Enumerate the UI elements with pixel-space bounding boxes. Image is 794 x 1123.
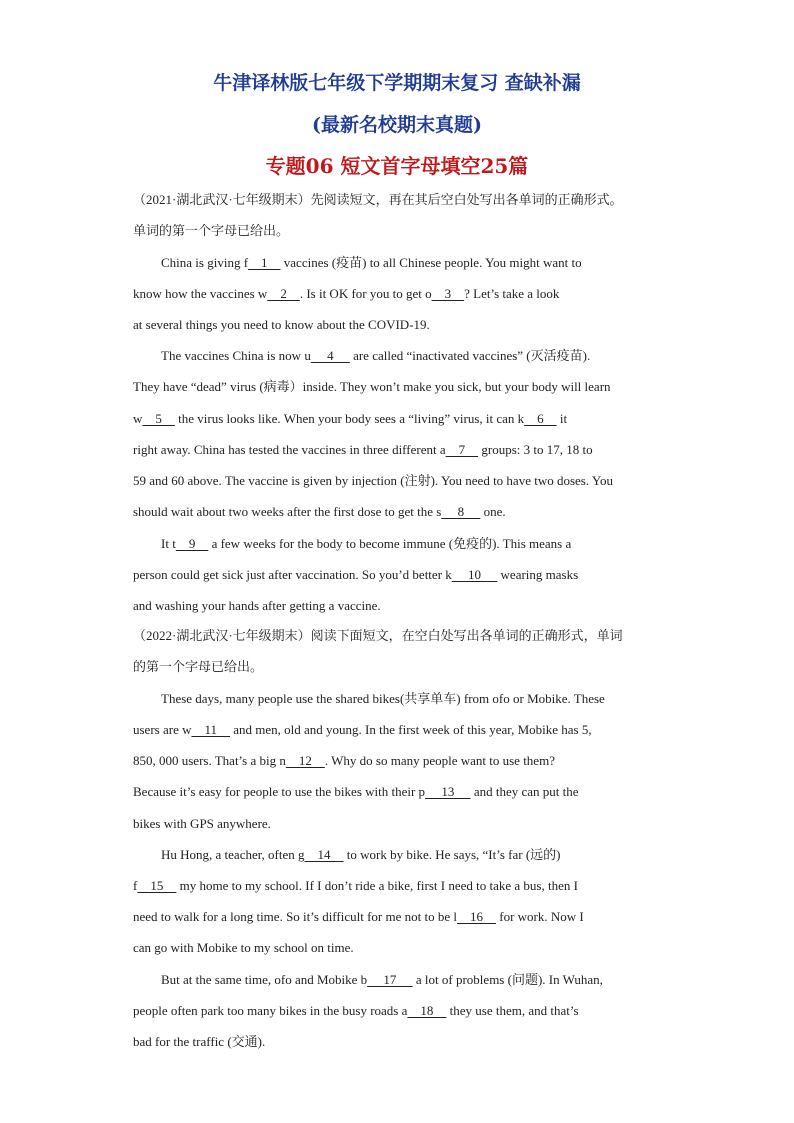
- passage-line: [133, 1033, 673, 1051]
- passage-text: for work. Now I: [495, 909, 584, 924]
- passage-text: the virus looks like. When your body sees a “living” virus, it can k: [174, 411, 525, 426]
- answer-blank[interactable]: 17: [367, 972, 413, 987]
- passage-line: [161, 690, 701, 708]
- section1-instruction: 单词的第一个字母已给出。: [133, 223, 290, 238]
- passage-text: They have “dead” virus (病毒）inside. They won’t make you sick, but your body will learn: [133, 379, 611, 394]
- document-subtitle: (最新名校期末真题): [312, 114, 482, 136]
- passage-text: It t: [161, 536, 176, 551]
- passage-text: wearing masks: [497, 567, 579, 582]
- passage-text: users are w: [133, 722, 192, 737]
- passage-text: should wait about two weeks after the first dose to get the s: [133, 504, 442, 519]
- section1-instruction: （2021·湖北武汉·七年级期末）先阅读短文，再在其后空白处写出各单词的正确形式。: [133, 192, 623, 207]
- passage-text: These days, many people use the shared bikes(共享单车) from ofo or Mobike. These: [161, 691, 605, 706]
- passage-text: Because it’s easy for people to use the bikes with their p: [133, 784, 426, 799]
- passage-text: f: [133, 878, 138, 893]
- answer-blank[interactable]: 18: [407, 1003, 447, 1018]
- passage-text: people often park too many bikes in the busy roads a: [133, 1003, 408, 1018]
- passage-line: [133, 721, 673, 739]
- passage-line: [133, 410, 673, 428]
- answer-blank[interactable]: 7: [445, 442, 479, 457]
- passage-line: [161, 846, 701, 864]
- passage-text: groups: 3 to 17, 18 to: [478, 442, 593, 457]
- passage-line: [133, 285, 673, 303]
- passage-line: [133, 566, 673, 584]
- answer-blank[interactable]: 4: [310, 348, 350, 363]
- passage-line: [161, 347, 701, 365]
- passage-text: a lot of problems (问题). In Wuhan,: [412, 972, 603, 987]
- passage-text: need to walk for a long time. So it’s difficult for me not to be l: [133, 909, 457, 924]
- document-title: 牛津译林版七年级下学期期末复习 查缺补漏: [213, 72, 581, 94]
- answer-blank[interactable]: 9: [175, 536, 209, 551]
- passage-text: a few weeks for the body to become immune (免疫的). This means a: [208, 536, 572, 551]
- passage-text: one.: [480, 504, 506, 519]
- passage-line: [133, 597, 673, 615]
- passage-text: . Why do so many people want to use them?: [324, 753, 555, 768]
- answer-blank[interactable]: 6: [524, 411, 557, 426]
- passage-text: vaccines (疫苗) to all Chinese people. You might want to: [280, 255, 582, 270]
- passage-text: But at the same time, ofo and Mobike b: [161, 972, 368, 987]
- passage-line: [133, 815, 673, 833]
- passage-text: and men, old and young. In the first week of this year, Mobike has 5,: [230, 722, 592, 737]
- answer-blank[interactable]: 11: [191, 722, 231, 737]
- topic-title: 专题06 短文首字母填空25篇: [265, 154, 529, 178]
- passage-line: [161, 535, 701, 553]
- answer-blank[interactable]: 8: [441, 504, 481, 519]
- passage-text: to work by bike. He says, “It’s far (远的): [343, 847, 561, 862]
- passage-line: [133, 939, 673, 957]
- answer-blank[interactable]: 14: [304, 847, 344, 862]
- passage-text: and washing your hands after getting a vaccine.: [133, 598, 381, 613]
- answer-blank[interactable]: 13: [425, 784, 471, 799]
- answer-blank[interactable]: 2: [267, 286, 300, 301]
- passage-text: are called “inactivated vaccines” (灭活疫苗).: [349, 348, 591, 363]
- passage-text: know how the vaccines w: [133, 286, 268, 301]
- passage-line: [133, 378, 673, 396]
- section2-instruction: 的第一个字母已给出。: [133, 659, 264, 674]
- passage-text: The vaccines China is now u: [161, 348, 311, 363]
- passage-text: and they can put the: [470, 784, 579, 799]
- passage-line: [133, 783, 673, 801]
- passage-text: bikes with GPS anywhere.: [133, 816, 271, 831]
- passage-line: [133, 752, 673, 770]
- passage-text: China is giving f: [161, 255, 249, 270]
- passage-text: they use them, and that’s: [446, 1003, 579, 1018]
- passage-text: bad for the traffic (交通).: [133, 1034, 266, 1049]
- passage-line: [161, 254, 701, 272]
- answer-blank[interactable]: 5: [142, 411, 175, 426]
- passage-text: my home to my school. If I don’t ride a bike, first I need to take a bus, then I: [176, 878, 578, 893]
- passage-text: 850, 000 users. That’s a big n: [133, 753, 286, 768]
- answer-blank[interactable]: 10: [451, 567, 498, 582]
- passage-text: ? Let’s take a look: [464, 286, 560, 301]
- passage-text: can go with Mobike to my school on time.: [133, 940, 354, 955]
- passage-text: w: [133, 411, 143, 426]
- passage-text: person could get sick just after vaccination. So you’d better k: [133, 567, 452, 582]
- answer-blank[interactable]: 1: [248, 255, 281, 270]
- passage-line: [133, 1002, 673, 1020]
- passage-line: [133, 503, 673, 521]
- answer-blank[interactable]: 12: [285, 753, 325, 768]
- answer-blank[interactable]: 16: [456, 909, 496, 924]
- passage-text: right away. China has tested the vaccines in three different a: [133, 442, 446, 457]
- passage-text: at several things you need to know about the COVID-19.: [133, 317, 430, 332]
- passage-line: [133, 316, 673, 334]
- passage-line: [133, 877, 673, 895]
- answer-blank[interactable]: 15: [137, 878, 177, 893]
- passage-text: it: [556, 411, 568, 426]
- passage-text: Hu Hong, a teacher, often g: [161, 847, 305, 862]
- passage-line: [133, 908, 673, 926]
- section2-instruction: （2022·湖北武汉·七年级期末）阅读下面短文，在空白处写出各单词的正确形式，单词: [133, 628, 623, 643]
- answer-blank[interactable]: 3: [431, 286, 465, 301]
- passage-text: 59 and 60 above. The vaccine is given by injection (注射). You need to have two doses. You: [133, 473, 613, 488]
- passage-line: [133, 472, 673, 490]
- passage-line: [133, 441, 673, 459]
- passage-line: [161, 971, 701, 989]
- passage-text: . Is it OK for you to get o: [299, 286, 432, 301]
